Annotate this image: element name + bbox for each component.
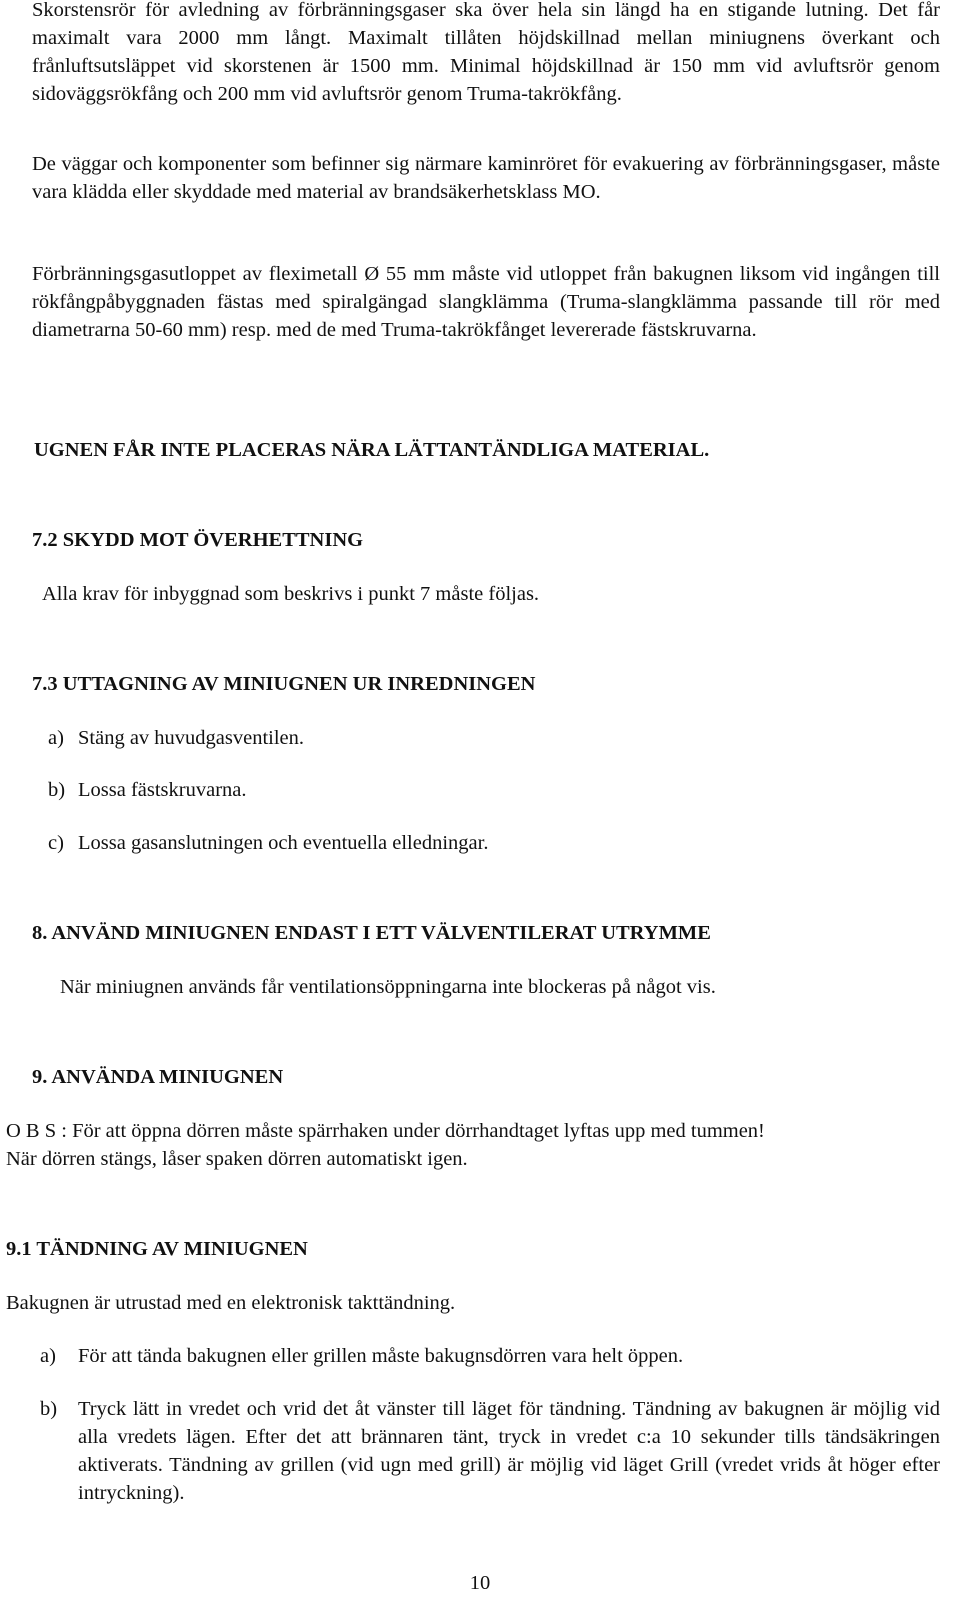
list-item (48, 776, 928, 804)
section-8-heading: 8. ANVÄND MINIUGNEN ENDAST I ETT VÄLVENTILERAT UTRYMME (32, 922, 711, 944)
list-marker: a) (48, 727, 64, 749)
section-9-1-heading: 9.1 TÄNDNING AV MINIUGNEN (6, 1238, 308, 1260)
list-marker: a) (40, 1345, 56, 1367)
list-text: Tryck lätt in vredet och vrid det åt vänster till läget för tändning. Tändning av bakugnen är möjlig vid alla vredets lägen. Efter det att brännaren tänt, tryck in vredet c:a 10 sekunder tills tändsäkringen aktiverats. Tändning av grillen (vid ugn med grill) är möjlig vid läget Grill (vredet vrids åt höger efter intryckning). (78, 1398, 940, 1504)
list-text: Lossa fästskruvarna. (78, 779, 247, 801)
list-text: För att tända bakugnen eller grillen måste bakugnsdörren vara helt öppen. (78, 1345, 684, 1367)
list-item (40, 1342, 940, 1370)
list-text: Lossa gasanslutningen och eventuella elledningar. (78, 832, 489, 854)
list-text: Stäng av huvudgasventilen. (78, 727, 305, 749)
list-marker: b) (40, 1398, 58, 1420)
warning-heading: UGNEN FÅR INTE PLACERAS NÄRA LÄTTANTÄNDLIGA MATERIAL. (34, 439, 710, 461)
section-9-1-intro: Bakugnen är utrustad med en elektronisk takttändning. (6, 1292, 456, 1314)
section-8-text: När miniugnen används får ventilationsöppningarna inte blockeras på något vis. (60, 976, 716, 998)
paragraph-walls-text: De väggar och komponenter som befinner sig närmare kaminröret för evakuering av förbränningsgaser, måste vara klädda eller skyddade med material av brandsäkerhetsklass MO. (32, 153, 940, 203)
list-marker: c) (48, 832, 64, 854)
section-9-line-2: När dörren stängs, låser spaken dörren automatiskt igen. (6, 1148, 468, 1170)
list-item (40, 1395, 940, 1507)
section-7-3-heading: 7.3 UTTAGNING AV MINIUGNEN UR INREDNINGEN (32, 673, 536, 695)
section-9-line-1: O B S : För att öppna dörren måste spärrhaken under dörrhandtaget lyftas upp med tummen! (6, 1120, 765, 1142)
section-7-2-text: Alla krav för inbyggnad som beskrivs i punkt 7 måste följas. (42, 583, 540, 605)
paragraph-chimney-text: Skorstensrör för avledning av förbränningsgaser ska över hela sin längd ha en stigande lutning. Det får maximalt vara 2000 mm långt. Maximalt tillåten höjdskillnad mellan miniugnens överkant och frånluftsutsläppet vid skorstenen är 1500 mm. Minimal höjdskillnad är 150 mm vid avluftsrör genom sidoväggsrökfång och 200 mm vid avluftsrör genom Truma-takrökfång. (32, 0, 940, 105)
list-item (48, 724, 928, 752)
section-9-heading: 9. ANVÄNDA MINIUGNEN (32, 1066, 284, 1088)
list-marker: b) (48, 779, 66, 801)
paragraph-exhaust (32, 260, 940, 344)
paragraph-exhaust-text: Förbränningsgasutloppet av fleximetall Ø 55 mm måste vid utloppet från bakugnen liksom vid ingången till rökfångpåbyggnaden fästas med spiralgängad slangklämma (Truma-slangklämma passande till rör med diametrarna 50-60 mm) resp. med de med Truma-takrökfånget levererade fästskruvarna. (32, 263, 940, 341)
page-number: 10 (469, 1572, 491, 1594)
section-7-2-heading: 7.2 SKYDD MOT ÖVERHETTNING (32, 529, 364, 551)
paragraph-chimney (32, 0, 940, 108)
list-item (48, 829, 928, 857)
paragraph-walls (32, 150, 940, 206)
